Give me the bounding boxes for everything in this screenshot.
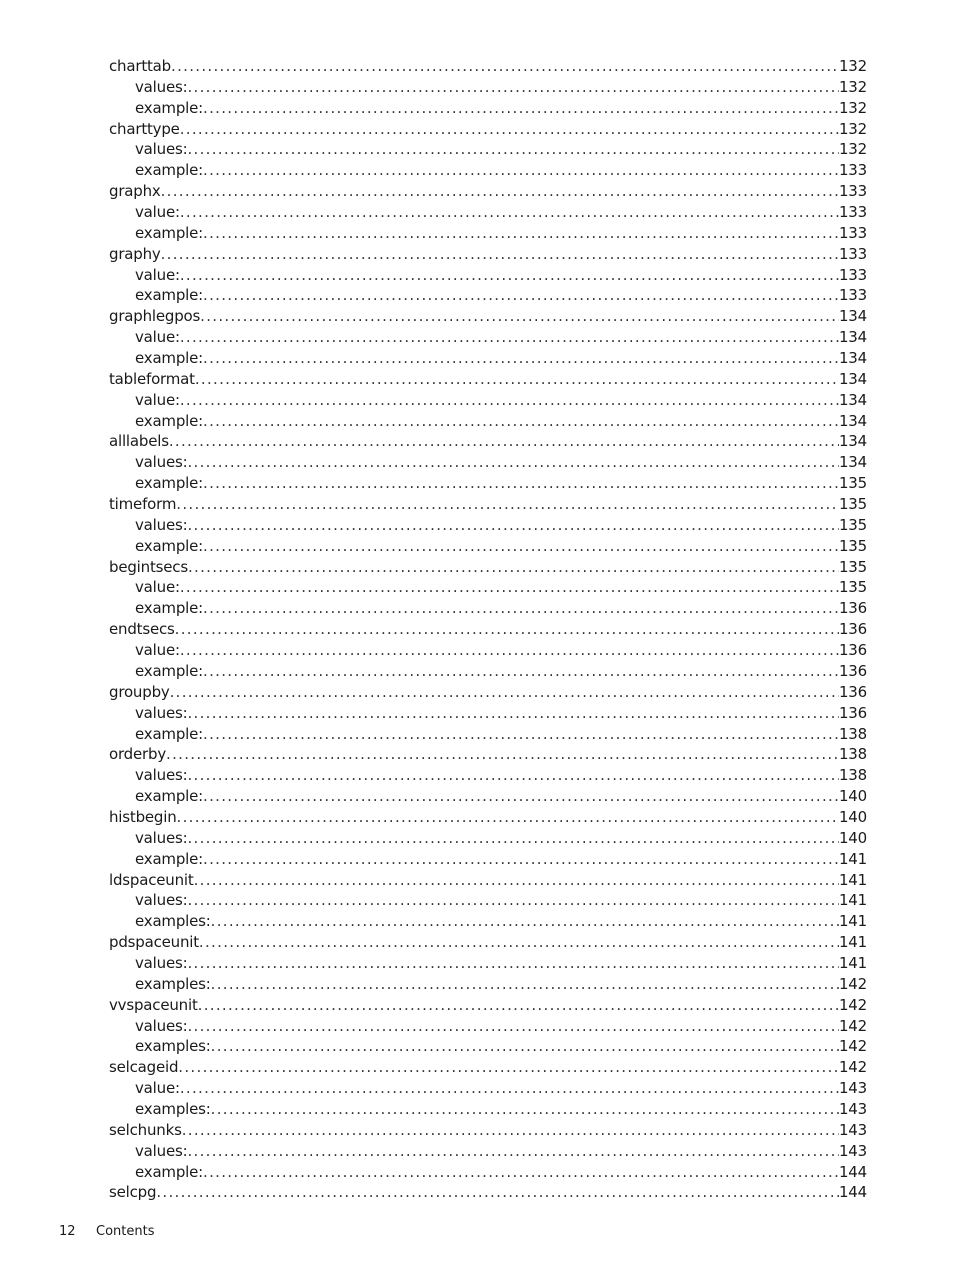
toc-page-number: 140 [838,787,867,806]
toc-subentry[interactable] [109,223,867,244]
toc-dot-leader [180,390,839,411]
toc-page-number: 135 [838,495,867,514]
toc-entry-label: orderby [109,745,166,764]
toc-entry-label: graphx [109,182,161,201]
toc-page-number: 140 [838,828,867,847]
toc-dot-leader [187,890,839,911]
toc-entry-label: ldspaceunit [109,870,194,889]
toc-subentry[interactable] [109,703,867,724]
toc-entry-label: examples: [135,912,211,931]
toc-page-number: 141 [838,933,867,952]
toc-entry-label: values: [135,703,188,722]
toc-page-number: 135 [838,515,867,534]
toc-entry-label: values: [135,1016,188,1035]
toc-entry-label: example: [135,286,204,305]
toc-dot-leader [180,577,839,598]
toc-page-number: 138 [838,724,867,743]
toc-entry[interactable] [109,619,867,640]
toc-entry[interactable] [109,56,867,77]
toc-subentry[interactable] [109,515,867,536]
toc-entry-label: values: [135,953,188,972]
toc-entry[interactable] [109,244,867,265]
footer-page-number: 12 [59,1224,76,1239]
toc-subentry[interactable] [109,160,867,181]
toc-dot-leader [203,1162,839,1183]
toc-page-number: 143 [838,1079,867,1098]
toc-entry-label: values: [135,140,188,159]
toc-entry-label: values: [135,77,188,96]
toc-page-number: 141 [838,953,867,972]
toc-dot-leader [194,870,839,891]
toc-entry-label: value: [135,390,180,409]
toc-page-number: 138 [838,766,867,785]
toc-dot-leader [170,682,839,703]
toc-dot-leader [195,369,839,390]
toc-dot-leader [180,119,839,140]
toc-page-number: 136 [838,661,867,680]
toc-dot-leader [180,327,839,348]
toc-dot-leader [161,244,839,265]
toc-entry-label: selcageid [109,1058,179,1077]
toc-subentry[interactable] [109,473,867,494]
toc-entry[interactable] [109,870,867,891]
toc-subentry[interactable] [109,1036,867,1057]
toc-page-number: 136 [838,703,867,722]
toc-entry-label: begintsecs [109,557,188,576]
toc-subentry[interactable] [109,953,867,974]
toc-page-number: 135 [838,578,867,597]
toc-dot-leader [198,995,839,1016]
toc-page-number: 132 [838,140,867,159]
toc-entry-label: example: [135,536,204,555]
toc-entry[interactable] [109,119,867,140]
toc-dot-leader [187,828,839,849]
toc-entry-label: values: [135,766,188,785]
toc-page-number: 136 [838,641,867,660]
toc-dot-leader [156,1182,839,1203]
toc-entry-label: graphlegpos [109,307,201,326]
toc-dot-leader [203,473,839,494]
toc-page-number: 143 [838,1099,867,1118]
toc-entry-label: example: [135,411,204,430]
toc-entry-label: example: [135,474,204,493]
toc-entry-label: histbegin [109,807,177,826]
toc-subentry[interactable] [109,285,867,306]
toc-page-number: 142 [838,995,867,1014]
toc-page-number: 133 [838,182,867,201]
toc-page-number: 133 [838,223,867,242]
toc-entry-label: charttab [109,57,171,75]
toc-entry-label: value: [135,578,180,597]
toc-dot-leader [187,953,839,974]
toc-page-number: 136 [838,620,867,639]
toc-entry[interactable] [109,682,867,703]
toc-dot-leader [187,1016,839,1037]
toc-dot-leader [203,160,839,181]
toc-dot-leader [203,724,839,745]
toc-entry[interactable] [109,995,867,1016]
toc-page-number: 135 [838,474,867,493]
toc-page-number: 133 [838,265,867,284]
toc-subentry[interactable] [109,202,867,223]
toc-dot-leader [187,77,839,98]
toc-dot-leader [171,56,839,77]
toc-subentry[interactable] [109,1078,867,1099]
toc-entry[interactable] [109,181,867,202]
toc-subentry[interactable] [109,452,867,473]
toc-entry-label: values: [135,828,188,847]
page-footer [59,1222,154,1242]
toc-entry-label: example: [135,98,204,117]
toc-subentry[interactable] [109,911,867,932]
toc-page-number: 133 [838,203,867,222]
toc-dot-leader [203,411,839,432]
toc-dot-leader [187,765,839,786]
toc-subentry[interactable] [109,974,867,995]
toc-dot-leader [180,202,839,223]
toc-dot-leader [180,265,839,286]
toc-entry-label: selcpg [109,1183,157,1202]
toc-entry[interactable] [109,1057,867,1078]
toc-dot-leader [211,974,839,995]
toc-entry-label: example: [135,1162,204,1181]
footer-section-title: Contents [96,1224,155,1239]
toc-page-number: 132 [838,98,867,117]
toc-subentry[interactable] [109,786,867,807]
toc-page-number: 134 [838,369,867,388]
toc-page-number: 136 [838,599,867,618]
toc-entry-label: charttype [109,119,180,138]
toc-dot-leader [203,223,839,244]
toc-dot-leader [203,285,839,306]
toc-subentry[interactable] [109,661,867,682]
toc-page-number: 135 [838,536,867,555]
toc-dot-leader [203,536,839,557]
toc-page-number: 132 [838,57,867,75]
toc-page-number: 134 [838,453,867,472]
toc-dot-leader [178,1057,839,1078]
toc-subentry[interactable] [109,890,867,911]
toc-dot-leader [211,911,839,932]
toc-dot-leader [187,452,839,473]
toc-entry-label: example: [135,223,204,242]
toc-subentry[interactable] [109,348,867,369]
toc-page-number: 141 [838,870,867,889]
toc-dot-leader [211,1036,839,1057]
toc-entry[interactable] [109,744,867,765]
toc-subentry[interactable] [109,327,867,348]
toc-dot-leader [182,1120,839,1141]
toc-subentry[interactable] [109,390,867,411]
toc-entry-label: example: [135,349,204,368]
toc-subentry[interactable] [109,1016,867,1037]
toc-page-number: 134 [838,307,867,326]
toc-entry-label: example: [135,787,204,806]
toc-entry-label: selchunks [109,1120,182,1139]
toc-page-number: 140 [838,807,867,826]
toc-dot-leader [203,598,839,619]
toc-entry-label: example: [135,599,204,618]
toc-page-number: 134 [838,411,867,430]
toc-dot-leader [175,619,839,640]
toc-subentry[interactable] [109,411,867,432]
toc-entry-label: values: [135,891,188,910]
toc-dot-leader [187,139,839,160]
toc-dot-leader [166,744,839,765]
toc-entry-label: tableformat [109,369,195,388]
toc-dot-leader [180,640,839,661]
toc-page-number: 133 [838,161,867,180]
toc-entry-label: example: [135,724,204,743]
toc-subentry[interactable] [109,1099,867,1120]
toc-page-number: 142 [838,1016,867,1035]
toc-subentry[interactable] [109,828,867,849]
toc-page-number: 133 [838,286,867,305]
toc-subentry[interactable] [109,765,867,786]
toc-dot-leader [203,348,839,369]
toc-dot-leader [180,1078,839,1099]
toc-page-number: 142 [838,1037,867,1056]
toc-entry-label: graphy [109,244,161,263]
toc-subentry[interactable] [109,724,867,745]
toc-dot-leader [199,932,839,953]
toc-entry[interactable] [109,1182,867,1203]
toc-page-number: 134 [838,349,867,368]
toc-entry-label: groupby [109,682,170,701]
toc-entry[interactable] [109,306,867,327]
toc-page-number: 143 [838,1120,867,1139]
toc-dot-leader [200,306,839,327]
toc-dot-leader [161,181,839,202]
toc-page-number: 143 [838,1141,867,1160]
toc-entry-label: values: [135,515,188,534]
toc-dot-leader [211,1099,839,1120]
toc-dot-leader [203,98,839,119]
toc-page-number: 141 [838,891,867,910]
toc-subentry[interactable] [109,98,867,119]
toc-dot-leader [187,703,839,724]
toc-entry[interactable] [109,1120,867,1141]
toc-entry-label: value: [135,203,180,222]
toc-dot-leader [176,494,839,515]
toc-subentry[interactable] [109,598,867,619]
toc-entry[interactable] [109,557,867,578]
toc-subentry[interactable] [109,77,867,98]
toc-entry[interactable] [109,494,867,515]
toc-page-number: 133 [838,244,867,263]
toc-page-number: 141 [838,849,867,868]
toc-subentry[interactable] [109,1162,867,1183]
toc-subentry[interactable] [109,640,867,661]
toc-subentry[interactable] [109,577,867,598]
toc-entry-label: endtsecs [109,620,175,639]
toc-page-number: 135 [838,557,867,576]
toc-entry-label: examples: [135,1099,211,1118]
toc-page-number: 141 [838,912,867,931]
toc-entry-label: value: [135,641,180,660]
toc-page-number: 144 [838,1183,867,1202]
toc-page-number: 134 [838,390,867,409]
toc-dot-leader [187,515,839,536]
toc-page-number: 132 [838,119,867,138]
toc-page-number: 144 [838,1162,867,1181]
toc-entry-label: values: [135,453,188,472]
toc-subentry[interactable] [109,536,867,557]
toc-entry[interactable] [109,932,867,953]
toc-dot-leader [203,661,839,682]
table-of-contents [109,56,867,1203]
toc-entry-label: vvspaceunit [109,995,198,1014]
toc-dot-leader [203,849,839,870]
toc-dot-leader [177,807,839,828]
toc-entry-label: example: [135,161,204,180]
toc-entry-label: timeform [109,495,177,514]
toc-page-number: 134 [838,328,867,347]
toc-entry-label: pdspaceunit [109,933,199,952]
toc-subentry[interactable] [109,139,867,160]
toc-entry-label: value: [135,328,180,347]
toc-dot-leader [188,557,839,578]
toc-dot-leader [169,431,839,452]
toc-entry-label: example: [135,661,204,680]
toc-subentry[interactable] [109,849,867,870]
toc-page-number: 134 [838,432,867,451]
toc-page-number: 132 [838,77,867,96]
toc-entry[interactable] [109,807,867,828]
toc-page-number: 136 [838,682,867,701]
toc-entry-label: examples: [135,974,211,993]
toc-entry-label: example: [135,849,204,868]
toc-subentry[interactable] [109,1141,867,1162]
toc-entry-label: value: [135,265,180,284]
toc-dot-leader [187,1141,839,1162]
toc-page-number: 142 [838,974,867,993]
toc-page-number: 142 [838,1058,867,1077]
toc-entry-label: value: [135,1079,180,1098]
toc-entry-label: alllabels [109,432,169,451]
toc-entry[interactable] [109,369,867,390]
toc-entry[interactable] [109,431,867,452]
toc-page-number: 138 [838,745,867,764]
toc-subentry[interactable] [109,265,867,286]
toc-entry-label: values: [135,1141,188,1160]
toc-dot-leader [203,786,839,807]
toc-entry-label: examples: [135,1037,211,1056]
